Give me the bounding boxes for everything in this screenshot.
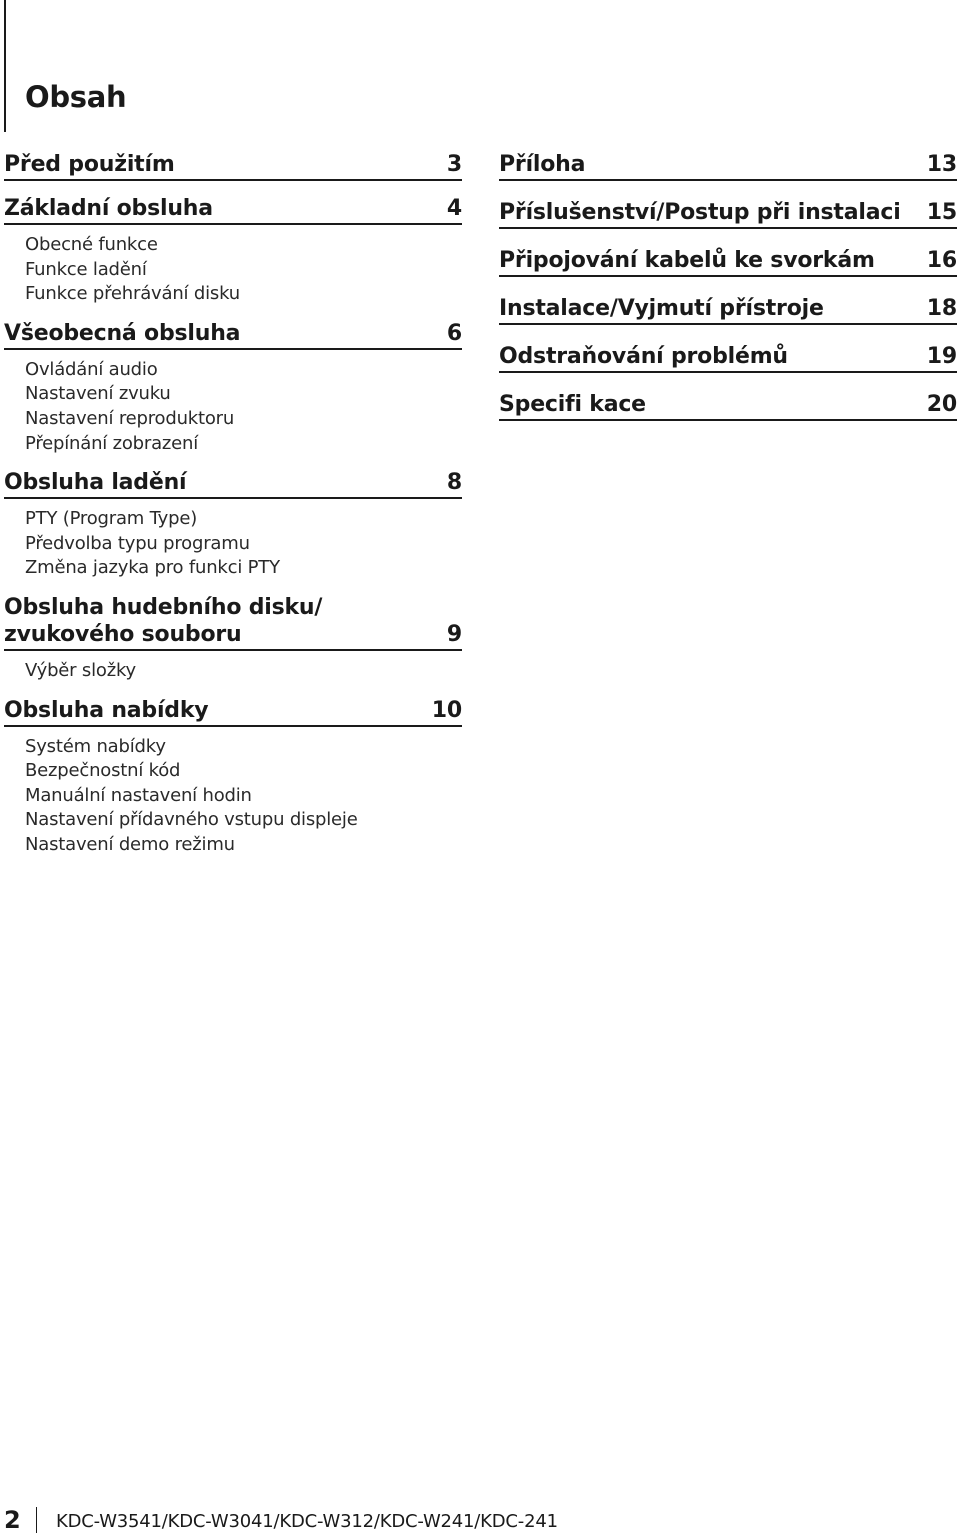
toc-page-number: 3: [446, 152, 462, 177]
toc-page-number: 16: [926, 248, 957, 273]
toc-subitem[interactable]: Ovládání audio: [25, 358, 158, 380]
toc-subitem[interactable]: Přepínání zobrazení: [25, 432, 199, 454]
toc-subitem[interactable]: Nastavení demo režimu: [25, 833, 235, 855]
toc-section-pred-pouzitim[interactable]: [4, 151, 462, 181]
toc-subitem[interactable]: Předvolba typu programu: [25, 532, 250, 554]
toc-heading-label: Příloha: [499, 152, 586, 177]
toc-subitem[interactable]: Nastavení zvuku: [25, 383, 171, 405]
toc-heading-label: Základní obsluha: [4, 196, 213, 221]
toc-heading-label: Obsluha nabídky: [4, 697, 209, 723]
toc-subitem[interactable]: Výběr složky: [25, 659, 136, 681]
toc-section-obsluha-ladeni: [4, 469, 462, 581]
toc-page-number: 15: [926, 200, 957, 225]
toc-heading-label: Instalace/Vyjmutí přístroje: [499, 296, 824, 321]
footer-separator: [36, 1507, 37, 1533]
toc-heading-label: Všeobecná obsluha: [4, 320, 241, 346]
toc-page-number: 8: [446, 470, 462, 496]
page-footer: [0, 1504, 960, 1536]
page-title: Obsah: [25, 80, 127, 114]
toc-page-number: 19: [926, 344, 957, 369]
toc-subitems: [4, 651, 462, 684]
toc-page-number: 10: [431, 697, 462, 723]
toc-page-number: 4: [446, 196, 462, 221]
toc-heading-odstranovani[interactable]: [499, 343, 957, 373]
toc-heading-label: Připojování kabelů ke svorkám: [499, 248, 875, 273]
toc-heading-label: Specifi kace: [499, 392, 646, 417]
toc-section-zakladni-obsluha: [4, 195, 462, 307]
footer-page-number: 2: [4, 1506, 21, 1534]
toc-subitem[interactable]: Manuální nastavení hodin: [25, 784, 252, 806]
toc-page-number: 18: [926, 296, 957, 321]
title-rule: [4, 0, 6, 132]
toc-subitem[interactable]: Nastavení přídavného vstupu displeje: [25, 809, 358, 831]
toc-subitem[interactable]: Funkce ladění: [25, 258, 147, 280]
toc-subitem[interactable]: Bezpečnostní kód: [25, 760, 181, 782]
toc-heading-label: Před použitím: [4, 152, 175, 177]
toc-page-number: 13: [926, 152, 957, 177]
toc-subitem[interactable]: PTY (Program Type): [25, 508, 198, 530]
toc-heading[interactable]: [4, 469, 462, 499]
toc-page-number: 9: [446, 621, 462, 647]
toc-subitem[interactable]: Systém nabídky: [25, 735, 166, 757]
toc-left-column: [4, 151, 462, 858]
toc-heading-label: Odstraňování problémů: [499, 344, 788, 369]
toc-subitem[interactable]: Funkce přehrávání disku: [25, 283, 240, 305]
toc-subitems: [4, 225, 462, 307]
toc-heading[interactable]: [4, 151, 462, 181]
toc-heading-label: Obsluha ladění: [4, 470, 187, 496]
toc-subitem[interactable]: Obecné funkce: [25, 234, 158, 255]
toc-section-obsluha-hudebniho-disku: [4, 594, 462, 684]
toc-heading-label: Příslušenství/Postup při instalaci: [499, 200, 901, 225]
toc-section-obsluha-nabidky: [4, 697, 462, 858]
toc-heading-prislusenstvi[interactable]: [499, 199, 957, 229]
toc-heading[interactable]: [4, 697, 462, 727]
toc-section-vseobecna-obsluha: [4, 320, 462, 456]
toc-heading[interactable]: [4, 594, 462, 651]
toc-subitems: [4, 350, 462, 456]
toc-heading-instalace[interactable]: [499, 295, 957, 325]
toc-heading-pripojovani-kabelu[interactable]: [499, 247, 957, 277]
toc-subitems: [4, 727, 462, 858]
toc-subitem[interactable]: Nastavení reproduktoru: [25, 407, 235, 429]
toc-heading[interactable]: [4, 320, 462, 350]
footer-model-list: KDC-W3541/KDC-W3041/KDC-W312/KDC-W241/KDC-241: [56, 1511, 558, 1532]
toc-page-number: 6: [446, 320, 462, 346]
toc-heading-label: Obsluha hudebního disku/ zvukového souboru: [4, 594, 323, 647]
toc-subitem[interactable]: Změna jazyka pro funkci PTY: [25, 557, 280, 579]
toc-heading-priloha[interactable]: [499, 151, 957, 181]
toc-heading-specifikace[interactable]: [499, 391, 957, 421]
toc-subitems: [4, 499, 462, 581]
toc-heading[interactable]: [4, 195, 462, 225]
toc-page-number: 20: [926, 392, 957, 417]
toc-right-column: [499, 151, 957, 421]
